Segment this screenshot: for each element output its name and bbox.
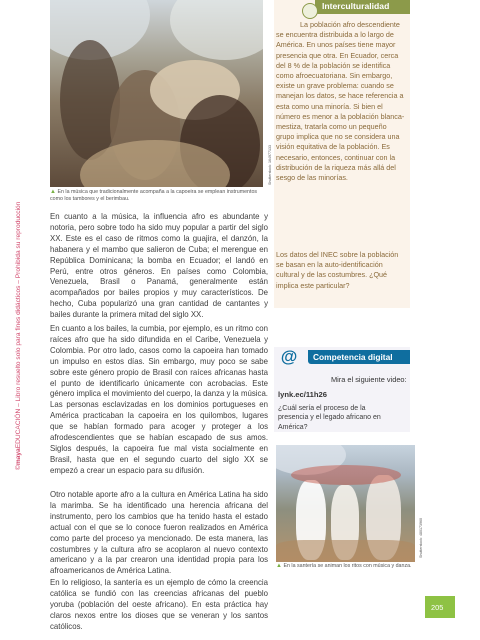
page-number: 205: [431, 603, 444, 612]
handshake-icon: [302, 3, 318, 19]
competencia-digital-title: Competencia digital: [313, 352, 393, 362]
competencia-question: ¿Cuál sería el proceso de la presencia y el legado africano en América?: [278, 405, 381, 431]
paragraph-dance: En cuanto a los bailes, la cumbia, por ejemplo, es un ritmo con raíces afro que ha sido difundida en el Caribe, Venezuela y Colombia. Por otro lado, casos como la capoeira han tomado un impulso en estos días. Sin embargo, muy poco se sabe sobre este género propio de Brasil con raíces africanas hasta el punto de identificarlo únicamente con acrobacias. Este género implica el movimiento del cuerpo, la danza y la música. Las personas esclavizadas en los dominios portugueses en América practicaban la capoeira en los quilombos, lugares que se habían formado para acoger y proteger a los afrodescendientes que se habían escapado de sus amos. Siglos después, la capoeira fue mal vista socialmente en Brasil, hasta que en el segundo cuarto del siglo XX se empezó a crear un espacio para su difusión.: [50, 324, 268, 475]
at-sign-icon: @: [280, 347, 298, 366]
side-strip: [0, 0, 28, 640]
video-prompt: Mira el siguiente video:: [331, 375, 407, 384]
interculturalidad-title: Interculturalidad: [322, 1, 390, 11]
triangle-icon: ▲: [276, 563, 282, 569]
paragraph-santeria: En lo religioso, la santería es un ejemplo de cómo la creencia católica se fundió con las creencias africanas del pueblo yoruba (población del oeste africano). En esta práctica hay claros nexos entre los dioses que se veneran y los santos católicos.: [50, 578, 268, 631]
video-link[interactable]: lynk.ec/11h26: [278, 390, 327, 399]
interculturalidad-text-2: Los datos del INEC sobre la población se basan en la auto-identificación cultural y de las costumbres. ¿Qué implica este particular?: [276, 250, 399, 290]
interculturalidad-text-1: La población afro descendiente se encuentra distribuida a lo largo de América. En unos países tiene mayor presencia que otra. En Ecuador, cerca del 8 % de la población se identifica como afroecuatoriana. Sin embargo, existe un grave problema: cuando se manejan los datos, se hace referencia a esta como una minoría. Si bien el número es menor a la población blanca-mestiza, tratarla como un pequeño grupo implica que no se considera una visión equitativa de la población. Es necesario, entonces, continuar con la distribución de la riqueza más allá del sesgo de las minorías.: [276, 20, 405, 183]
paragraph-music: En cuanto a la música, la influencia afro es abundante y notoria, pero sobre todo ha sido muy popular a partir del siglo XX. Este es el caso de ritmos como la guajira, el danzón, la habanera y el mambo que salieron de Cuba; el merengue en República Dominicana; la bomba en Ecuador; el landó en Perú, entre otros géneros. En países como Colombia, Venezuela, Brasil o Panamá, generalmente están acompañados por bailes propios y muy característicos. De hecho, Cuba popularizó una gran cantidad de cantantes y bailes durante la primera mitad del siglo XX.: [50, 212, 268, 320]
copyright-notice: ©mayaEDUCACIÓN – Libro resuelto solo para fines didácticos – Prohibida su reproducción: [15, 201, 22, 470]
triangle-icon: ▲: [50, 189, 56, 195]
paragraph-marimba: Otro notable aporte afro a la cultura en América Latina ha sido la marimba. Se ha identificado una herencia africana del instrumento, pero los cambios que ha tenido hasta el estado actual con el que se lo conoce fueron realizados en América como parte del proceso ya mencionado. De esta manera, las costumbres y la cultura afro se acoplaron al nuevo contexto americano y a la par crearon una identidad propia para los afroamericanos de América Latina.: [50, 490, 268, 576]
photo-credit: Shutterstock: 164977133: [268, 145, 272, 185]
side-photo-credit: Shutterstock: 480173960: [419, 518, 423, 558]
side-photo-caption: ▲ En la santería se animan los ritos con música y danza.: [276, 563, 412, 569]
photo-caption: ▲ En la música que tradicionalmente acompaña a la capoeira se emplean instrumentos como los tambores y el berimbau.: [50, 189, 258, 203]
capoeira-photo: [50, 0, 263, 187]
santeria-photo: [276, 445, 415, 562]
